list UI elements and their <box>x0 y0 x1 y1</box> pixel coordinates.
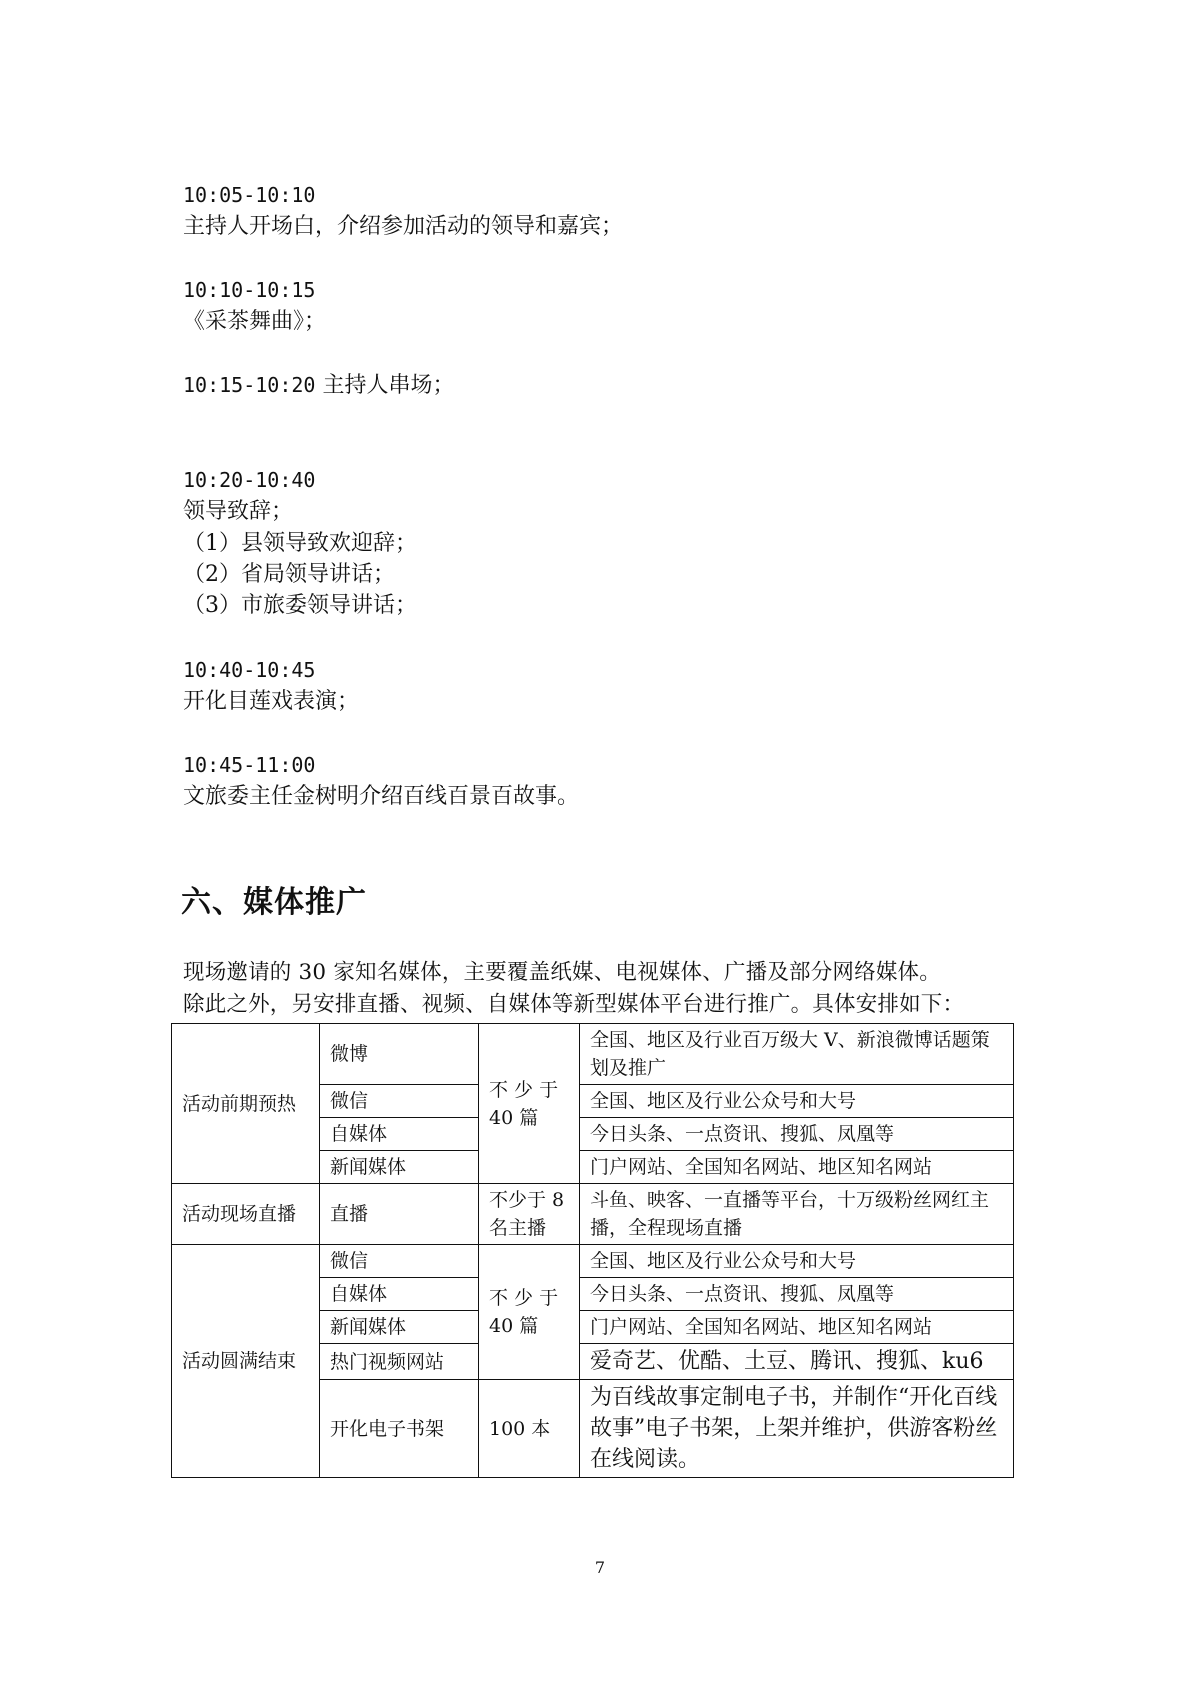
schedule-item: 文旅委主任金树明介绍百线百景百故事。 <box>183 784 580 809</box>
channel-cell: 直播 <box>320 1184 479 1245</box>
channel-cell: 微信 <box>320 1245 479 1278</box>
schedule-time: 10:10-10:15 <box>183 278 316 302</box>
section-heading: 六、媒体推广 <box>181 885 367 920</box>
channel-cell: 自媒体 <box>320 1278 479 1311</box>
detail-cell: 门户网站、全国知名网站、地区知名网站 <box>580 1311 1014 1344</box>
table-row <box>172 1184 1014 1245</box>
table-row <box>172 1024 1014 1085</box>
schedule-time: 10:20-10:40 <box>183 468 316 492</box>
schedule-time: 10:05-10:10 <box>183 183 316 207</box>
schedule-time: 10:15-10:20 <box>183 373 316 397</box>
schedule-item: （1）县领导致欢迎辞； <box>183 531 417 556</box>
schedule-item: 领导致辞； <box>183 499 294 524</box>
detail-cell: 全国、地区及行业百万级大 V、新浪微博话题策划及推广 <box>580 1024 1014 1085</box>
channel-cell: 开化电子书架 <box>320 1380 479 1478</box>
channel-cell: 新闻媒体 <box>320 1311 479 1344</box>
quantity-cell: 不 少 于 40 篇 <box>479 1024 580 1184</box>
phase-cell: 活动现场直播 <box>172 1184 320 1245</box>
media-plan-table <box>171 1023 1014 1478</box>
quantity-cell: 100 本 <box>479 1380 580 1478</box>
schedule-item: 主持人开场白，介绍参加活动的领导和嘉宾； <box>183 214 624 239</box>
intro-line: 除此之外，另安排直播、视频、自媒体等新型媒体平台进行推广。具体安排如下： <box>183 992 965 1017</box>
channel-cell: 微信 <box>320 1085 479 1118</box>
detail-cell: 今日头条、一点资讯、搜狐、凤凰等 <box>580 1278 1014 1311</box>
page-number: 7 <box>594 1558 606 1577</box>
detail-cell: 斗鱼、映客、一直播等平台，十万级粉丝网红主播，全程现场直播 <box>580 1184 1014 1245</box>
schedule-item: （3）市旅委领导讲话； <box>183 593 417 618</box>
schedule-item: 主持人串场； <box>322 373 455 398</box>
detail-cell: 全国、地区及行业公众号和大号 <box>580 1085 1014 1118</box>
channel-cell: 微博 <box>320 1024 479 1085</box>
detail-cell: 全国、地区及行业公众号和大号 <box>580 1245 1014 1278</box>
detail-cell: 爱奇艺、优酷、土豆、腾讯、搜狐、ku6 <box>580 1344 1014 1380</box>
channel-cell: 热门视频网站 <box>320 1344 479 1380</box>
detail-cell: 门户网站、全国知名网站、地区知名网站 <box>580 1151 1014 1184</box>
phase-cell: 活动圆满结束 <box>172 1245 320 1478</box>
schedule-item: 开化目莲戏表演； <box>183 689 360 714</box>
schedule-item: 《采茶舞曲》； <box>183 309 327 334</box>
table-row <box>172 1245 1014 1278</box>
quantity-cell: 不 少 于 40 篇 <box>479 1245 580 1380</box>
detail-cell: 为百线故事定制电子书，并制作“开化百线故事”电子书架，上架并维护，供游客粉丝在线阅读。 <box>580 1380 1014 1478</box>
phase-cell: 活动前期预热 <box>172 1024 320 1184</box>
quantity-cell: 不少于 8 名主播 <box>479 1184 580 1245</box>
channel-cell: 自媒体 <box>320 1118 479 1151</box>
schedule-inline-entry <box>183 370 454 401</box>
intro-line: 现场邀请的 30 家知名媒体，主要覆盖纸媒、电视媒体、广播及部分网络媒体。 <box>183 960 941 985</box>
schedule-item: （2）省局领导讲话； <box>183 562 395 587</box>
schedule-time: 10:40-10:45 <box>183 658 316 682</box>
schedule-time: 10:45-11:00 <box>183 753 316 777</box>
detail-cell: 今日头条、一点资讯、搜狐、凤凰等 <box>580 1118 1014 1151</box>
channel-cell: 新闻媒体 <box>320 1151 479 1184</box>
